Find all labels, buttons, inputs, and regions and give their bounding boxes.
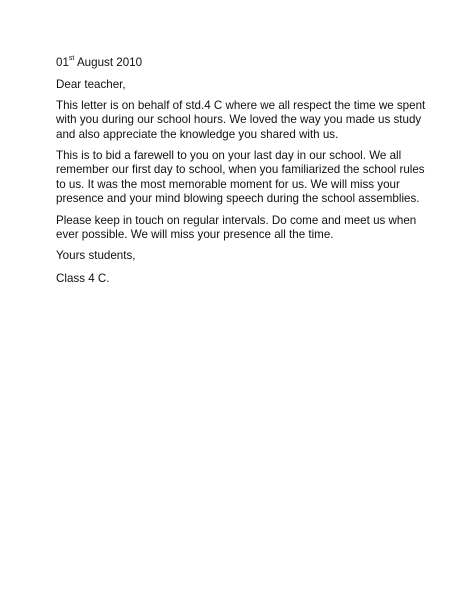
letter-closing: Yours students, — [56, 249, 136, 263]
letter-signature: Class 4 C. — [56, 271, 110, 285]
letter-greeting: Dear teacher, — [56, 78, 126, 92]
date-day-suffix: st — [68, 55, 75, 63]
date-day: 01 — [56, 56, 69, 69]
letter-paragraph-2: This is to bid a farewell to you on your last day in our school. We all remember our first day to school, when you familiarized the school rules to us. It was the most memorable moment for us. We will miss your presence and your mind blowing speech during the school assemblies. — [56, 149, 425, 206]
letter-date — [56, 56, 426, 70]
date-month-year: August 2010 — [74, 56, 143, 69]
farewell-letter — [56, 56, 426, 286]
letter-paragraph-1: This letter is on behalf of std.4 C where we all respect the time we spent with you during our school hours. We loved the way you made us study and also appreciate the knowledge you shared with us. — [56, 98, 426, 141]
letter-paragraph-3: Please keep in touch on regular intervals. Do come and meet us when ever possible. We will miss your presence all the time. — [56, 213, 417, 242]
